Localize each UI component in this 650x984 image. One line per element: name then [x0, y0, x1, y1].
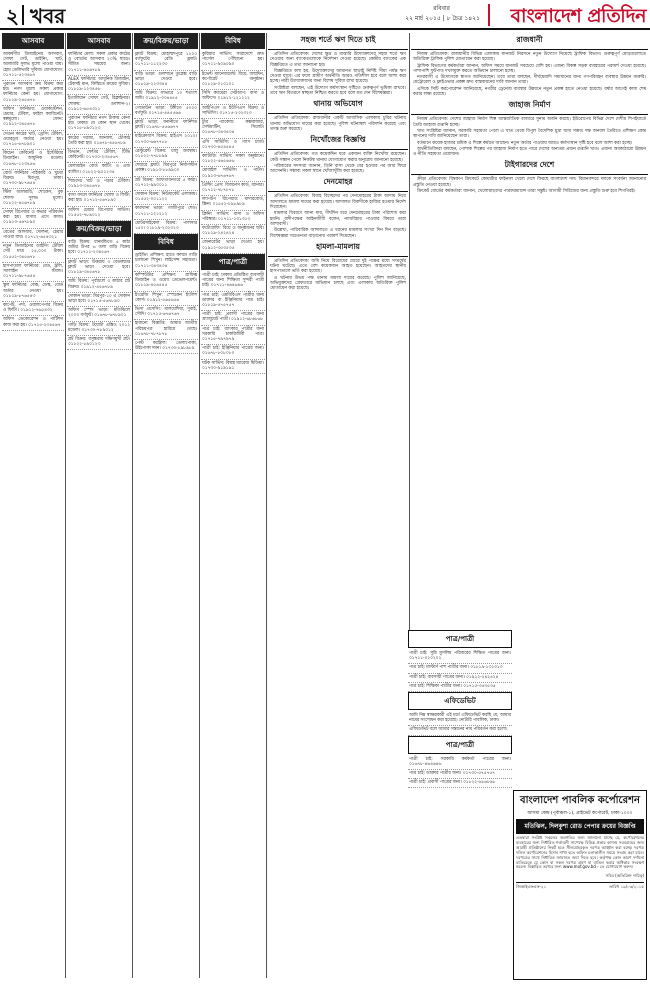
notice-title: বাংলাদেশ পাবলিক কর্পোরেশন	[520, 795, 640, 806]
classified-ad: ইংরেজি শিখুন: স্পোকেন ইংলিশ কোর্স। ০১৯১২-৫৬৫৬৫৬	[134, 292, 198, 306]
story-body	[268, 116, 408, 132]
story-paragraph: বর্তমানে কয়েক হাজার শ্রমিক এ শিল্পে কর্মরত আছেন। নতুন অর্ডার পাওয়ায় আরও কর্মসংস্থান সৃষ্টি হবে বলে আশা করা হচ্ছে।	[417, 140, 633, 146]
classified-ad: স্টিল আলমারি, শোকেস, বুক শেলফ সুলভ মূল্যে। ০১৮২২-৪৫৬৭৮৯	[2, 189, 64, 209]
column-4	[201, 33, 265, 978]
classified-ad: কার্পেট, পর্দা, ওয়ালপেপার বিক্রয় ও ফিটিং। ০১৯১২-৭৬৫৪৩২	[2, 302, 64, 316]
section-title: খবর	[30, 4, 66, 28]
story-title: টাইগারদের দেশে	[411, 158, 648, 175]
col2-heading: আসবাব	[67, 33, 131, 49]
classified-ad: প্রিন্টিং প্রেস: বিজনেস কার্ড, ব্যানার। ০১৭১২-৭৮৭৮৭৮	[201, 182, 265, 196]
classified-ad: ভিসা প্রসেসিং: মালয়েশিয়া, দুবাই, সৌদি। ০১৭১৫-৬৭৬৭৬৭	[134, 306, 198, 320]
classified-ad: ক্লিনিং সার্ভিস: বাসা ও অফিস পরিষ্কার। ০১৭১১-১৩১৩১৩	[201, 211, 265, 225]
col1-heading: আসবাব	[2, 33, 64, 49]
story-paragraph: প্রতিদিন প্রতিবেদক: জমি নিয়ে বিরোধের জেরে দুই পক্ষের মধ্যে সংঘর্ষের ঘটনা ঘটেছে। এতে বেশ কয়েকজন আহত হয়েছেন। আহতদের স্থানীয় হাসপাতালে ভর্তি করা হয়েছে।	[270, 258, 406, 275]
col3-ads-2	[134, 252, 198, 354]
column-rule	[65, 33, 66, 978]
column-3	[134, 33, 198, 978]
classified-ad: বাড়ি বিক্রয়: ধানমন্ডিতে ৫ কাঠা জমির উপর ৬ তলা বাড়ি বিক্রয় হবে। ০১৭১১-২৩৪৫৬৭	[67, 239, 131, 259]
notice-body: এতদ্বারা সংশ্লিষ্ট সকলের অবগতির জন্য জানানো যাচ্ছে যে, কর্পোরেশনের ব্যবহারের জন্য নির্ধারিত শর্তাবলী সাপেক্ষে বিভিন্ন প্রকার কাগজ সরবরাহের জন্য আগ্রহী প্রতিষ্ঠানের নিকট হতে সীলমোহরকৃত দরপত্র আহ্বান করা হচ্ছে। দরপত্র দলিল কর্পোরেশনের হিসাব শাখা হতে অফিস চলাকালীন সময়ে সংগ্রহ করা যাবে। দরপত্রের সাথে নির্ধারিত জামানত জমা দিতে হবে। কর্তৃপক্ষ কোন কারণ দর্শানো ব্যতিরেকে যে কোন বা সকল দরপত্র গ্রহণ বা বাতিল করার অধিকার সংরক্ষণ করেন। বিস্তারিত তথ্যের জন্য www.mof.gov.bd - তে যোগাযোগ করুন।	[516, 835, 644, 870]
classified-ad: পাত্র চাই: ডাক্তার পাত্রীর জন্য। ০১৭৩০-৫৭৫৭৫৭	[408, 770, 512, 779]
classified-ad: নতুন ডিজাইনের ডাইনিং টেবিল সেট মাত্র ২৫,০০০ টাকা। ০১৫৫২-৩৪৫৬৭৮	[2, 243, 64, 263]
story-title: নিখোঁজের বিজ্ঞপ্তি	[268, 133, 408, 150]
notice-band: মতিঝিল, দিলকুশা রোড পেপার ক্রয়ের বিজ্ঞপ্তি	[516, 819, 644, 834]
story-paragraph: ট্রাফিক বিভাগের কর্মকর্তারা জানান, অফিস সময়ে যানজট সবচেয়ে বেশি হয়। এজন্য বিকল্প সড়ক ব্যবহারের পরামর্শ দেওয়া হয়েছে। পাশাপাশি ফুটপাত দখলমুক্ত করতে অভিযান চালানো হচ্ছে।	[413, 63, 646, 74]
col4-ads	[201, 51, 265, 254]
classified-ad: অফিস চেয়ার রিপেয়ার সার্ভিস। ০১৫৫২-৭৮৯০১২	[67, 207, 131, 221]
story-title: হামলা-মামলায়	[268, 240, 408, 257]
classified-ad: আমি নিম্ন স্বাক্ষরকারী এই মর্মে এফিডেভিট করছি যে, আমার নামের সংশোধন করা হয়েছে। নোটারি পাবলিক, ঢাকা।	[408, 712, 512, 726]
classified-ad: ঘটক সার্ভিস: বিশ্বস্ত ম্যারেজ মিডিয়া। ০১৭৩০-৯১৯১৯১	[201, 360, 265, 374]
classified-ad: দোকান বিক্রয়: নিউমার্কেট এলাকায়। ০১৫৫২-০০১১২২	[134, 191, 198, 205]
story-title: সহজ শর্তে ঋণ দিতে চাই	[268, 33, 408, 50]
bottom-heading-2: এফিডেভিট	[408, 692, 512, 710]
story-paragraph: ক্রিকেট বোর্ডের কর্মকর্তারা জানান, খেলোয়াড়দের পারফরম্যান্সে তারা সন্তুষ্ট। আগামী সিরিজের জন্য প্রস্তুতি শুরু হবে শিগগিরই।	[417, 189, 636, 195]
story-paragraph: মামলার বিবরণে জানা যায়, দীর্ঘদিন ধরে দেনমোহরের টাকা পরিশোধ করা হয়নি। বাদীপক্ষের আইনজীবী বলেন, ন্যায়বিচার পাওয়ার বিষয়ে তারা আশাবাদী।	[270, 211, 406, 227]
story-body	[411, 177, 648, 194]
classified-ad: স্কুল ফার্নিচার: বেঞ্চ, ডেস্ক, বোর্ড অর্ডার নেওয়া হয়। ০১৮১৯-৮৭৬৫৪৩	[2, 282, 64, 302]
center-news-column	[268, 33, 408, 978]
col3-heading: ক্রয়/বিক্রয়/ভাড়া	[134, 33, 198, 49]
column-rule	[409, 33, 410, 630]
classified-ad: গোডাউন ভাড়া: টঙ্গীতে ৫০০০ বর্গফুট। ০১৭১৫-৪৪৫৫৬৬	[134, 105, 198, 119]
col2-ads	[67, 51, 131, 221]
notice-signature: সচিব (অতিরিক্ত দায়িত্ব)	[605, 873, 644, 879]
classified-ad: কিচেন কেবিনেট ও ইন্টেরিয়র ডিজাইন। আধুনিক মডেল। ০১৬৭৮-১২৩৪৫৬	[2, 150, 64, 170]
col3-heading-2: বিবিধ	[134, 234, 198, 250]
classified-ad: বাড়ি ভাড়া: গুলশানে ডুপ্লেক্স বাড়ি ভাড়া দেওয়া হবে। ০১৮১৯-২২৩৩৪৪	[134, 71, 198, 91]
col4-heading-2: পাত্র/পাত্রী	[201, 254, 265, 270]
classified-ad: পুরাতন ফার্নিচার নগদ টাকায় কেনা হয়। ঢাকার যে কোন স্থান থেকে। ০১৭১৫-৮৯০১২৩	[67, 115, 131, 135]
corporation-notice	[513, 790, 647, 980]
classified-ad: অফিস ফার্নিচার: ওয়ার্কস্টেশন, চেয়ার, টেবিল, ফাইল ক্যাবিনেট। স্বল্পমূল্যে। ফোন: ০১৯১২-৩৪৫৬৭৮	[2, 106, 64, 131]
classified-ad: ফ্ল্যাট ভাড়া: বনানীতে ফার্নিশড ফ্ল্যাট। ০১৬৭৮-৫৫৬৬৭৭	[134, 119, 198, 133]
classified-ad: কাঠের দরজা, জানালা, চৌকাঠ তৈরি করা হয়। ০১৬৭৮-৪৫৬৭৮৯	[67, 135, 131, 149]
page-separator	[22, 5, 24, 25]
masthead	[0, 0, 650, 30]
story-paragraph: ক্রীড়া প্রতিবেদক: বিশ্বকাপ ক্রিকেটে কোয়ার্টার ফাইনাল খেলে দেশে ফিরছে বাংলাদেশ দল। বিমানবন্দরে দলকে সংবর্ধনা জানানোর প্রস্তুতি নেওয়া হয়েছে।	[413, 177, 646, 188]
classified-ad: হাসপাতাল ফার্নিচার: বেড, ট্রলি, স্যালাইন স্ট্যান্ড। ০১৭১১-৯৮৭৬৫৪	[2, 263, 64, 283]
classified-ad: বেতের আসবাব, দোলনা, চেয়ার পাওয়া যায়। ০১৭১২-৬৫৪৩২১	[2, 229, 64, 243]
story-paragraph: এ ঘটনায় উভয় পক্ষ থানায় মামলা দায়ের করেছে। পুলিশ জানিয়েছে, অভিযুক্তদের গ্রেফতারে অভিযান চলছে এবং এলাকায় অতিরিক্ত পুলিশ মোতায়েন করা হয়েছে।	[270, 275, 406, 292]
classified-ad: পাত্রী চাই: প্রবাসী পাত্রের জন্য। ০১৮২২-৬৮৬৮৬৮	[408, 779, 512, 788]
classified-ad: পাত্রী চাই: প্রবাসী পাত্রের জন্য গ্র্যাজুয়েট পাত্রী। ০১৯১২-৬৮৬৮৬৮	[201, 311, 265, 325]
classified-ad: পাত্রী চাই: সরকারি কর্মকর্তা পাত্রের জন্য। ০১৬৭৮-৪৬৪৬৪৬	[408, 756, 512, 770]
story-paragraph: উল্লেখ্য, পারিবারিক আদালতে এ ধরনের মামলার সংখ্যা দিন দিন বাড়ছে। বিশেষজ্ঞরা সচেতনতা বাড়ানোর পরামর্শ দিয়েছেন।	[270, 228, 406, 239]
classified-ad: বোর্ড ফার্নিচার পাইকারি ও খুচরা বিক্রয়। মিরপুর, ঢাকা। ০১৭৩০-৯৮৭৬৫৪	[2, 170, 64, 190]
story-body	[268, 52, 408, 96]
classified-ad: প্লট বিক্রয়: বসুন্ধরায় দক্ষিণমুখী প্লট। ০১৮২২-৮৯০১২৩	[67, 336, 131, 350]
classified-ad: দোকান ভাড়া: মিরপুর-১০ এ দোকান ভাড়া হবে। ০১৭১৫-৫৬৭৮৯০	[67, 293, 131, 307]
classified-ad: পাত্রী চাই: ইঞ্জিনিয়ার পাত্রের জন্য। ০১৬৭৮-৮০৮০৮০	[201, 345, 265, 359]
classified-ad: ফার্নিচার মেলা: সকল প্রকার কাঠের ও বোর্ডের আসবাব ২০% ছাড়ে। সীমিত সময়ের জন্য। ০১৭১১-৪৫৬৭৮৯	[67, 51, 131, 76]
story-body	[268, 194, 408, 238]
classified-ad: অফিস ডেকোরেশন ও পার্টিশন কাজ করা হয়। ০১৭১৫-২৩৪৫৬৭	[2, 316, 64, 330]
col4-heading: বিবিধ	[201, 33, 265, 49]
issue-day: রবিবার	[433, 5, 450, 12]
classified-ad: এসি সার্ভিসিং ও গ্যাস চার্জ। ০১৭৩০-৪৫৪৫৪৫	[201, 139, 265, 153]
classified-ad: পাত্র চাই: শিক্ষিকা পাত্রীর জন্য। ০১৭১৫-৩৫৩৫৩৫	[408, 683, 512, 692]
classified-ad: জেনারেটর ভাড়া দেওয়া হয়। ০১৯১২-৩৫৩৫৩৫	[201, 239, 265, 253]
classified-ad: জমি বিক্রয়: পূর্বাচলে ৩ কাঠার প্লট বিক্রয়। ০১৯১২-৪৫৬৭৮৯	[67, 278, 131, 292]
bottom-heading-3: পাত্র/পাত্রী	[408, 736, 512, 754]
story-title: দেনমোহর	[268, 175, 408, 192]
col3-ads	[134, 51, 198, 234]
notice-footer	[516, 882, 644, 891]
classified-ad: ক্যাটারিং সার্ভিস: সকল অনুষ্ঠানে। ০১৮২২-৫৬৫৬৫৬	[201, 153, 265, 167]
page-number: ২	[6, 4, 20, 28]
column-rule	[199, 33, 200, 978]
classified-ad: হারানো বিজ্ঞপ্তি: আমার জাতীয় পরিচয়পত্র হারিয়ে গেছে। ০১৬৭৮-৭৮৭৮৭৮	[134, 320, 198, 340]
classified-ad: পাত্রী চাই: ব্যবসায়ী পাত্রের জন্য। ০১৯১২-২৪২৪২৪	[408, 674, 512, 683]
classified-ad: ফ্ল্যাট বিক্রয়: মোহাম্মদপুরে ১২০০ বর্গফুটের রেডি ফ্ল্যাট। ০১৭১১-১১২২৩৩	[134, 51, 198, 71]
col1-ads	[2, 51, 64, 331]
classified-ad: আইপিএস ও ইউপিএস বিক্রয় ও সার্ভিসিং। ০১৭১৫-২৩২৩২৩	[201, 105, 265, 119]
story-paragraph: নিজস্ব প্রতিবেদক: দেশের জাহাজ নির্মাণ শিল্প আন্তর্জাতিক বাজারে সুনাম অর্জন করছে। ইউরোপের বিভিন্ন দেশে দেশীয় শিপইয়ার্ডে তৈরি জাহাজ রপ্তানি হচ্ছে।	[413, 117, 646, 128]
story-paragraph: নিজস্ব প্রতিবেদক: রাজধানীর বিভিন্ন এলাকায় যানজট নিরসনে নতুন উদ্যোগ নিয়েছে ট্রাফিক বিভাগ। গুরুত্বপূর্ণ মোড়গুলোতে অতিরিক্ত ট্রাফিক পুলিশ মোতায়েন করা হয়েছে।	[413, 52, 646, 63]
classified-ad: ফটোগ্রাফি: বিয়ে ও অনুষ্ঠানের ছবি। ০১৮১৯-২৪২৪২৪	[201, 225, 265, 239]
classified-ad: সোফা রিপেয়ার ও কভার পরিবর্তন করা হয়। বাসায় এসে কাজ। ০১৯১৩-৫৬৭৮৯০	[2, 209, 64, 229]
classified-ad: কুরিয়ার সার্ভিস: সারাদেশে দ্রুত পার্সেল পৌঁছানো হয়। ০১৭১১-৯০৯০৯০	[201, 51, 265, 71]
issue-date: ২২ মার্চ ২০১৫ | ৮ চৈত্র ১৪২১	[405, 15, 480, 22]
classified-ad: ডিভান, সেন্টার টেবিল, টিভি কেবিনেট। ০১৭৩০-২৩৪৫৬৭	[67, 149, 131, 163]
classified-ad: সিসি ক্যামেরা সেটআপ: বাসা ও অফিসে। ০১৯১২-১২১২১২	[201, 90, 265, 104]
classified-ad: জমি বিক্রয়: সাভারে ১০ শতাংশ জমি। ০১৯১২-৩৩৪৪৫৫	[134, 90, 198, 104]
classified-ad: ইতালিয়ান সোফা সেট, রিক্লাইনার। শোরুম: গুলশান-২। ০১৯১২-৬৫৪৩২১	[67, 95, 131, 115]
col2-heading-2: ক্রয়/বিক্রয়/ভাড়া	[67, 221, 131, 237]
notice-ref: জিআইএফএফ-২১	[516, 884, 547, 890]
classified-ad: মাইক্রোবাস বিক্রয়: হাইএস ২০১০। ০১৭৩০-৬৬৭৭৮৮	[134, 133, 198, 147]
classified-ad: পেস্ট কন্ট্রোল: তেলাপোকা, উইপোকা দমন। ০১৭৩০-৮৯৮৯৮৯	[134, 340, 198, 354]
classified-ad: আকর্ষণীয় ডিজাইনের আসবাব, সোফা সেট, ডাইনিং, খাট, আলমারি সুলভ মূল্যে পাওয়া যায়। হোম ডেলিভারি সুবিধা। যোগাযোগ: ০১৭১১-৫২৩৪৬৭	[2, 51, 64, 81]
classified-ad: ল্যাপটপ রিপেয়ার: মাদারবোর্ড, স্ক্রিন। ০১৫৫২-৮৯৮৯৮৯	[201, 196, 265, 210]
story-body	[411, 52, 648, 97]
story-title: জাহাজ নির্মাণ	[411, 98, 648, 115]
brand-separator	[488, 4, 490, 26]
classified-ad: ফ্ল্যাট ভাড়া: উত্তরায় ৩ বেডরুমের ফ্ল্যাট ভাড়া দেওয়া হবে। ০১৮১৯-৩৪৫৬৭৮	[67, 259, 131, 279]
story-title: রাজধানী	[411, 33, 648, 50]
classified-ad: গাড়ি বিক্রয়: টয়োটা এক্সিও ২০১২ মডেল। ০১৭৩০-৭৮৯০১২	[67, 322, 131, 336]
classified-ad: পাত্রী চাই: সুন্নি মুসলিম পরিবারের শিক্ষিত পাত্রের জন্য। ০১৭১১-০২০২০২	[408, 650, 512, 664]
classified-ad: ইভেন্ট ম্যানেজমেন্ট: বিয়ে, জন্মদিন, কর্পোরেট অনুষ্ঠান। ০১৮১৯-০১০১০১	[201, 71, 265, 91]
classified-ad: শেয়ারে ফ্ল্যাট: মিরপুরে নির্মাণাধীন প্রকল্প। ০১৯১৩-৮৮৯৯০০	[134, 162, 198, 176]
story-paragraph: প্রতিদিন প্রতিবেদক: রাজধানীর একটি আবাসিক এলাকায় চুরির ঘটনায় থানায় অভিযোগ দায়ের করা হয়েছে। পুলিশ ঘটনাস্থল পরিদর্শন করেছে এবং তদন্ত শুরু করেছে।	[270, 116, 406, 132]
classified-ad: সেগুন কাঠের খাট, ড্রেসিং টেবিল, ওয়ারড্রব অর্ডার নেওয়া হয়। ০১৭১৫-৬৭৮৯০১	[2, 131, 64, 151]
column-rule	[132, 33, 133, 978]
classified-ad: বাসা বদলে ফার্নিচার খোলা ও ফিটিং করা হয়। ০১৭১২-৫৬৭৮৯০	[67, 192, 131, 206]
classified-ad: রেস্টুরেন্ট বিক্রয়: চালু অবস্থায়। ০১৮২২-৭৭৮৮৯৯	[134, 148, 198, 162]
classified-ad: এফিডেভিট বলে আমার সন্তানের নাম পরিবর্তন করা হলো।	[408, 726, 512, 735]
notice-date: তারিখ ১৯/০৩/২০১৫	[609, 884, 644, 890]
right-news-column	[411, 33, 648, 788]
story-paragraph: এদিকে সিটি করপোরেশন জানিয়েছে, নগরীর ড্রেনেজ ব্যবস্থার উন্নয়নে নতুন প্রকল্প হাতে নেওয়া হয়েছে। বর্ষার আগেই কাজ শেষ করার লক্ষ্য রয়েছে।	[413, 86, 646, 98]
story-paragraph: সংশ্লিষ্টরা বলছেন, এই উদ্যোগ কর্মসংস্থান সৃষ্টিতে গুরুত্বপূর্ণ ভূমিকা রাখবে। তবে ঋণ বিতরণে স্বচ্ছতা নিশ্চিত করতে হবে বলে মত দেন বিশেষজ্ঞরা।	[270, 85, 406, 97]
classified-ad: পাত্র চাই: মাস্টার্স পাশ পাত্রীর জন্য। ০১৮১৯-১৩১৩১৩	[408, 664, 512, 673]
col4-ads-2	[201, 272, 265, 374]
story-title: থানায় অভিযোগ	[268, 97, 408, 114]
story-body	[268, 259, 408, 292]
col2-ads-2	[67, 239, 131, 350]
column-rule	[266, 33, 267, 978]
classified-ad: প্লট বিক্রয়: আফতাবনগরে ৫ কাঠা। ০১৭১২-৯৯০০১১	[134, 177, 198, 191]
story-paragraph: অর্থনীতিবিদরা বলছেন, পোশাক শিল্পের পর জাহাজ নির্মাণ হতে পারে দেশের অন্যতম প্রধান রপ্তানি খাত। এজন্য অবকাঠামো উন্নয়ন ও নীতি সহায়তা প্রয়োজন।	[413, 146, 646, 158]
classified-ad: শিশুদের খাট ও পড়ার টেবিল। ০১৯১৩-৩৪৫৬৭৮	[67, 178, 131, 192]
story-body	[411, 117, 648, 157]
story-paragraph: প্রতিদিন প্রতিবেদক: গত কয়েকদিন ধরে একজন ব্যক্তি নিখোঁজ রয়েছেন। কেউ সন্ধান পেলে নিকটস্থ থানায় যোগাযোগ করার অনুরোধ জানানো হয়েছে।	[270, 152, 406, 163]
bottom-heading-1: পাত্র/পাত্রী	[408, 630, 512, 648]
classified-ad: ড্রাইভিং প্রশিক্ষণ: হাতে কলমে গাড়ি চালানো শিখুন। লাইসেন্স সহায়তা। ০১৭১১-৩৪৩৪৩৪	[134, 252, 198, 272]
classified-ad: ট্যুর প্যাকেজ: কক্সবাজার, সেন্টমার্টিন, সিলেট। ০১৬৭৮-৩৪৩৪৩৪	[201, 119, 265, 139]
story-paragraph: খাত সংশ্লিষ্টরা জানান, সরকারি সহায়তা পেলে এ খাত থেকে বিপুল বৈদেশিক মুদ্রা আয় সম্ভব। দক্ষ জনবল তৈরিতে প্রশিক্ষণ কেন্দ্র স্থাপনের দাবি জানিয়েছেন তারা।	[413, 128, 646, 140]
classified-ad: মেলামাইন বোর্ড কাটিং ও এজ ব্যান্ডিং। ০১৮২২-৯০১২৩৪	[67, 163, 131, 177]
classified-ad: মোটরসাইকেল বিক্রয়: পালসার ১৫০। ০১৮১৯-২৩২৩২৩	[134, 220, 198, 234]
newspaper-brand: বাংলাদেশ প্রতিদিন	[510, 5, 646, 27]
classified-ad: অফিস স্পেস ভাড়া: মতিঝিলে ২০০০ বর্গফুট। ০১৬৭৮-৬৭৮৯০১	[67, 307, 131, 321]
classified-ad: পাত্রী চাই: ঢাকায় প্রতিষ্ঠিত ব্যবসায়ী পাত্রের জন্য শিক্ষিতা সুন্দরী পাত্রী চাই। ০১৭১১-৪৬৪৬৪৬	[201, 272, 265, 292]
classified-ad: কারখানা ভাড়া: গাজীপুরে শেড। ০১৭১১-১২১২১২	[134, 205, 198, 219]
classified-ad: ALEX ফার্নিচার: আধুনিক ডিজাইন, টেকসই মান, কিস্তিতে ক্রয়ের সুবিধা। ০১৮১৯-১২৩৪৫৬	[67, 76, 131, 96]
column-1	[2, 33, 64, 978]
story-body	[268, 152, 408, 174]
story-paragraph: পরিবারের সদস্যরা জানান, তিনি বাসা থেকে বের হওয়ার পর আর ফিরে আসেননি। সম্ভাব্য সকল স্থানে খোঁজাখুঁজি করা হয়েছে।	[270, 163, 406, 175]
story-paragraph: বিজ্ঞপ্তিতে বলা হয়, উদ্যোক্তাদের জামানত ছাড়াই নির্দিষ্ট সীমা পর্যন্ত ঋণ দেওয়া যাবে। এর ফলে গ্রামীণ অর্থনীতি আরও গতিশীল হবে বলে আশা করা হচ্ছে। নারী উদ্যোক্তাদের জন্য বিশেষ সুবিধা রাখা হয়েছে।	[270, 68, 406, 85]
classified-ad: কম্পিউটার প্রশিক্ষণ: গ্রাফিক্স ডিজাইন ও ওয়েব ডেভেলপমেন্ট। ০১৮১৯-৪৫৪৫৪৫	[134, 272, 198, 292]
story-paragraph: প্রতিদিন প্রতিবেদক: দেশের ক্ষুদ্র ও মাঝারি উদ্যোক্তাদের সহজ শর্তে ঋণ দেওয়ার জন্য ব্যাংকগুলোকে নির্দেশনা দেওয়া হয়েছে। কেন্দ্রীয় ব্যাংকের এক বিজ্ঞপ্তিতে এ তথ্য জানানো হয়।	[270, 52, 406, 68]
classified-ad: পাত্র চাই: ব্যাংকার পাত্রীর জন্য সরকারি চাকরিজীবী পাত্র। ০১৭১৫-৭৯৭৯৭৯	[201, 326, 265, 346]
classified-ad: পাত্র চাই: এমবিবিএস পাত্রীর জন্য ডাক্তার বা ইঞ্জিনিয়ার পাত্র চাই। ০১৮১৯-৫৭৫৭৫৭	[201, 292, 265, 312]
classified-ad: পুরাতন আসবাব ক্রয় বিক্রয় করা হয়। নগদ মূল্যে সকল প্রকার ফার্নিচার কেনা হয়। যোগাযোগ: ০১৮১৯-২৪৫৬৭৮	[2, 81, 64, 106]
column-2	[67, 33, 131, 978]
story-paragraph: নগরবাসী এ উদ্যোগকে স্বাগত জানিয়েছেন। তবে তারা বলছেন, দীর্ঘমেয়াদি সমাধানের জন্য গণপরিবহন ব্যবস্থার উন্নয়ন জরুরি। মেট্রোরেল ও ফ্লাইওভার প্রকল্প দ্রুত বাস্তবায়নের দাবি জানান তারা।	[413, 75, 646, 86]
classified-ad: মোবাইল সার্ভিসিং ও পার্টস। ০১৯১৩-৬৭৬৭৬৭	[201, 167, 265, 181]
story-paragraph: প্রতিদিন প্রতিবেদক: বিবাহ বিচ্ছেদের পর দেনমোহরের টাকা আদায় নিয়ে আদালতে মামলা দায়ের করা হয়েছে। আদালত বিবাদীকে হাজির হওয়ার নির্দেশ দিয়েছেন।	[270, 194, 406, 211]
notice-subtitle: আসমা কেন্দ্র (পূর্বাঞ্চল-১), প্রাইভেট কর্পোরেট, ঢাকা-১০০০	[527, 811, 633, 816]
